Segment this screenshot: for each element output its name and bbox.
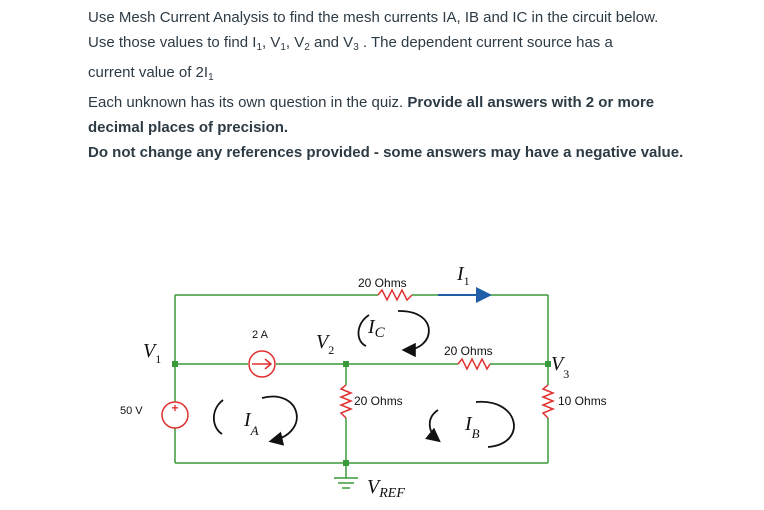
text-run: current value of 2I bbox=[88, 64, 209, 81]
plus-sign: + bbox=[171, 401, 179, 415]
text-run: , V bbox=[262, 34, 281, 51]
text-run: Use those values to find I bbox=[88, 34, 257, 51]
resistor-center bbox=[341, 385, 351, 418]
mesh-a-label: $I_A$ bbox=[244, 409, 259, 438]
voltage-source bbox=[162, 401, 188, 428]
resistor-top-label: 20 Ohms bbox=[358, 276, 407, 290]
current-source bbox=[249, 351, 275, 377]
text-run: , V bbox=[285, 34, 305, 51]
mesh-c-arc-right bbox=[398, 311, 429, 350]
current-source-label: 2 A bbox=[252, 329, 268, 341]
mesh-b-arc-right bbox=[476, 402, 514, 447]
resistor-top bbox=[378, 290, 412, 300]
question-line: Use Mesh Current Analysis to find the mesh currents IA, IB and IC in the circuit below. bbox=[88, 9, 659, 26]
node-v1 bbox=[172, 361, 178, 367]
node-v2 bbox=[343, 361, 349, 367]
subscript: 1 bbox=[256, 42, 262, 53]
instruction-line: Do not change any references provided - some answers may have a negative value. bbox=[88, 144, 684, 161]
text-run: . The dependent current source has a bbox=[358, 34, 613, 51]
text-run: Each unknown has its own question in the quiz. bbox=[88, 94, 408, 111]
mesh-b-arc-left bbox=[430, 410, 438, 440]
subscript: 1 bbox=[208, 72, 214, 83]
v3-label: $V_3$ bbox=[551, 353, 570, 381]
nodes bbox=[172, 361, 551, 466]
subscript: 2 bbox=[304, 42, 310, 53]
mesh-c-label: $I_C$ bbox=[368, 316, 385, 341]
resistor-right bbox=[543, 385, 553, 418]
node-ref bbox=[343, 460, 349, 466]
resistor-middle bbox=[458, 359, 490, 369]
mesh-a-arc-right bbox=[262, 397, 297, 441]
subscript: 3 bbox=[353, 42, 359, 53]
mesh-b-label: $I_B$ bbox=[465, 413, 480, 441]
subscript: 1 bbox=[280, 42, 286, 53]
ground-icon bbox=[334, 478, 358, 488]
bold-text: Provide all answers with 2 or more bbox=[407, 94, 655, 111]
mesh-a-arc-left bbox=[214, 400, 223, 434]
v2-label: $V_2$ bbox=[316, 331, 335, 357]
text-run: and V bbox=[309, 34, 354, 51]
v1-label: $V_1$ bbox=[143, 340, 162, 366]
resistor-center-label: 20 Ohms bbox=[354, 394, 403, 408]
resistor-middle-label: 20 Ohms bbox=[444, 344, 493, 358]
vref-label: $V_{REF}$ bbox=[367, 476, 405, 501]
i1-label: $I_1$ bbox=[457, 263, 470, 288]
instruction-line: decimal places of precision. bbox=[88, 119, 289, 136]
voltage-source-label: 50 V bbox=[120, 405, 143, 417]
resistor-right-label: 10 Ohms bbox=[558, 394, 607, 408]
